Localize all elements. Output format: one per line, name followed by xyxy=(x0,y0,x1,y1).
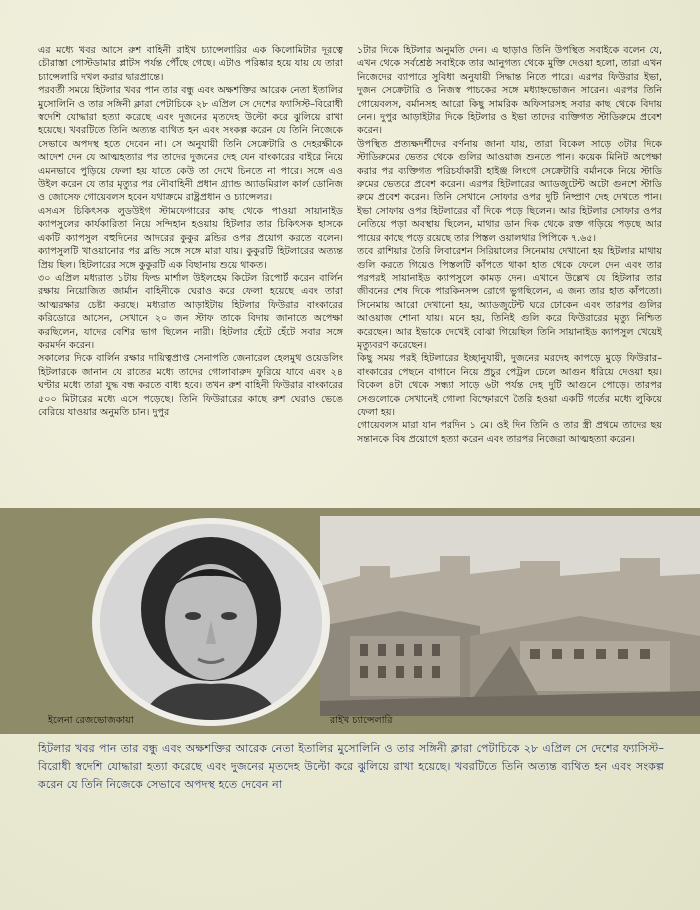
paragraph: তবে রাশিয়ার তৈরি লিবারেশন সিরিয়ালের সিনেমায় দেখানো হয় হিটলার মাথায় গুলি করতে গিয়েও পিস্তলটি কাঁপতে থাকা হাত থেকে ফেলে দেন এবং তার পরপরই সায়ানাইড ক্যাপসুলে কামড় দেন। এখানে উল্লেখ যে হিটলার তার জীবনের শেষ দিকে পারকিনসন্স রোগে ভুগছিলেন, এ জন্য তার হাত কাঁপতো। সিনেমায় আরো দেখানো হয়, অ্যাডজুটেন্ট ঘরে ঢোকেন এবং তারপর গুলির আওয়াজ শোনা যায়। মনে হয়, তিনিই গুলি করে ফিউরারের মৃত্যু নিশ্চিত করেছেন। আর ইভাকে দেখেই বোঝা গিয়েছিল তিনি সায়ানাইড ক্যাপসুল খেয়েই মৃত্যুবরণ করেছেন। xyxy=(357,246,662,351)
paragraph: কিছু সময় পরই হিটলারের ইচ্ছানুযায়ী, দুজনের মরদেহ কাপড়ে মুড়ে ফিউরার–বাংকারের পেছনে বাগানে নিয়ে প্রচুর পেট্রল ঢেলে আগুন ধরিয়ে দেওয়া হয়। বিকেল ৪টা থেকে সন্ধ্যা সাড়ে ৬টা পর্যন্ত দেহ দুটি আগুনে পোড়ে। তারপর সেগুলোকে সেখানেই গোলা বিস্ফোরণে তৈরি হওয়া একটি গর্তের মধ্যে লুকিয়ে ফেলা হয়। xyxy=(357,353,662,418)
article-columns xyxy=(38,44,662,499)
ruins-caption: রাইখ চ্যান্সেলারি xyxy=(330,715,393,726)
paragraph: এর মধ্যে খবর আসে রুশ বাহিনী রাইখ চ্যান্সেলারির এক কিলোমিটার দূরত্বে চৌরাস্তা পোস্টডামার প্লাটস পর্যন্ত পৌঁছে গেছে। এটাও পরিষ্কার হয়ে যায় যে তারা চ্যান্সেলারি দখল করার দ্বারপ্রান্তে। xyxy=(38,45,343,83)
reich-chancellery-ruins-photo xyxy=(320,516,700,716)
paragraph: গোয়েবলস মারা যান পরদিন ১ মে। ওই দিন তিনি ও তার স্ত্রী প্রথমে তাদের ছয় সন্তানকে বিষ প্রয়োগে হত্যা করেন এবং তারপর নিজেরা আত্মহত্যা করেন। xyxy=(357,420,662,445)
pull-quote-text: হিটলার খবর পান তার বন্ধু এবং অক্ষশক্তির আরেক নেতা ইতালির মুসোলিনি ও তার সঙ্গিনী ক্লারা পেটাচিকে ২৮ এপ্রিল সে দেশের ফ্যাসিস্ট–বিরোধী স্বদেশি যোদ্ধারা হত্যা করেছে এবং দুজনের মৃতদেহ উল্টো করে ঝুলিয়ে রাখা হয়েছে। খবরটিতে তিনি অত্যন্ত ব্যথিত হন এবং সংকল্প করেন যে তিনি নিজেকে সেভাবে অপদস্থ হতে দেবেন না xyxy=(38,742,664,791)
pull-quote xyxy=(38,740,664,820)
paragraph: এসএস চিকিৎসক লুডউইগ স্টামফেগারের কাছ থেকে পাওয়া সায়ানাইড ক্যাপসুলের কার্যকারিতা নিয়ে সন্দিহান হওয়ায় হিটলার তার চিকিৎসক হাসকে একটি ক্যাপসুল বহুদিনের আদরের কুকুর ব্লন্ডির ওপর প্রয়োগ করতে বলেন। ক্যাপসুলটি খাওয়ানোর পর ব্লন্ডি সঙ্গে সঙ্গে মারা যায়। কুকুরটি হিটলারের অত্যন্ত প্রিয় ছিল। হিটলারের সঙ্গে কুকুরটি এক বিছানায় শুয়ে থাকত। xyxy=(38,205,343,271)
paragraph: উপস্থিত প্রত্যক্ষদর্শীদের বর্ণনায় জানা যায়, তারা বিকেল সাড়ে ৩টার দিকে স্টাডিরুমের ভেতর থেকে গুলির আওয়াজ শুনতে পান। কয়েক মিনিট অপেক্ষা করার পর ব্যক্তিগত পরিচর্যাকারী হাইঞ্জ লিংগে সেক্রেটারি বর্মানকে নিয়ে স্টাডি রুমের ভেতরে প্রবেশ করেন। এরপর হিটলারের অ্যাডজুটেন্ট অটো গুনশে স্টাডি রুমে প্রবেশ করেন। তিনি সেখানে সোফার ওপর দুটি নিষ্প্রাণ দেহ দেখতে পান। ইভা সোফায় ওপর হিটলারের বাঁ দিকে পড়ে ছিলেন। আর হিটলার সোফার ওপর নেতিয়ে পড়া অবস্থায় ছিলেন, মাথার ডান দিক থেকে রক্ত গড়িয়ে পড়ছে আর পায়ের কাছে পড়ে রয়েছে তার পিস্তল ওয়ালথার পিপিকে ৭.৬৫। xyxy=(357,138,662,244)
paragraph: ৩০ এপ্রিল মধ্যরাত ১টায় ফিল্ড মার্শাল উইলহেম কিটেল রিপোর্ট করেন বার্লিন রক্ষায় নিয়োজিত জার্মান বাহিনীকে ঘেরাও করে ফেলা হয়েছে এবং তারা আত্মরক্ষার চেষ্টা করছে। মধ্যরাত আড়াইটায় হিটলার ফিউরার বাংকারের করিডোরে আসেন, সেখানে ২০ জন স্টাফ তাকে বিদায় জানাতে অপেক্ষা করছিলেন, যাদের বেশির ভাগ ছিলেন নারী। হিটলার হেঁটে হেঁটে সবার সঙ্গে করমর্দন করেন। xyxy=(38,272,343,351)
paragraph: সকালের দিকে বার্লিন রক্ষার দায়িত্বপ্রাপ্ত সেনাপতি জেনারেল হেলমুথ ওয়েডলিং হিটলারকে জানান যে রাতের মধ্যে তাদের গোলাবারুদ ফুরিয়ে যাবে এবং ২৪ ঘণ্টার মধ্যে তারা যুদ্ধ বন্ধ করতে বাধ্য হবে। তখন রুশ বাহিনী ফিউরার বাংকারের ৫০০ মিটারের মধ্যে এসে পড়েছে। তিনি ফিউরারের কাছে রুশ ঘেরাও ভেঙে বেরিয়ে যাওয়ার অনুমতি চান। দুপুর xyxy=(38,353,343,418)
article-column-right xyxy=(357,44,662,499)
portrait-caption: ইলেনা রেজভোজকায়া xyxy=(48,715,134,726)
article-column-left xyxy=(38,44,343,499)
elena-rzhevskaya-portrait xyxy=(100,524,322,720)
paragraph: ১টার দিকে হিটলার অনুমতি দেন। এ ছাড়াও তিনি উপস্থিত সবাইকে বলেন যে, এখন থেকে সর্বশ্রেষ্ঠ সবাইকে তার আনুগত্য থেকে মুক্তি দেওয়া হলো, তারা এখন নিজেদের ব্যাপারে সুবিধা অনুযায়ী সিদ্ধান্ত নিতে পারে। এরপর ফিউরার ইভা, দুজন সেক্রেটারি ও নিজস্ব পাচকের সঙ্গে মধ্যাহ্নভোজন সারেন। এরপর তিনি গোয়েবলস, বর্মানসহ আরো কিছু সামরিক অফিসারসহ সবার কাছ থেকে বিদায় নেন। দুপুর আড়াইটার দিকে হিটলার ও ইভা তাদের ব্যক্তিগত স্টাডিরুমে প্রবেশ করেন। xyxy=(357,45,662,137)
paragraph: পরবর্তী সময়ে হিটলার খবর পান তার বন্ধু এবং অক্ষশক্তির আরেক নেতা ইতালির মুসোলিনি ও তার সঙ্গিনী ক্লারা পেটাচিকে ২৮ এপ্রিল সে দেশের ফ্যাসিস্ট–বিরোধী স্বদেশি যোদ্ধারা হত্যা করেছে এবং দুজনের মৃতদেহ উল্টো করে ঝুলিয়ে রাখা হয়েছে। খবরটিতে তিনি অত্যন্ত ব্যথিত হন এবং সংকল্প করেন যে তিনি নিজেকে সেভাবে অপদস্থ হতে দেবেন না। সে অনুযায়ী তিনি সেক্রেটারি ও দেহরক্ষীকে আদেশ দেন যে আত্মহত্যার পর তাদের দুজনের দেহ যেন বাংকারের বাইরে নিয়ে এমনভাবে পুড়িয়ে ফেলা হয় যাতে কেউ তা দেখে চিনতে না পারে। সঙ্গে এও উইল করেন যে তার মৃত্যুর পর নৌবাহিনী প্রধান গ্র্যান্ড অ্যাডমিরাল কার্ল ডোনিজ ও জোসেফ গোয়েবলস হবেন যথাক্রমে রাষ্ট্রপ্রধান ও চ্যান্সেলর। xyxy=(38,85,343,204)
